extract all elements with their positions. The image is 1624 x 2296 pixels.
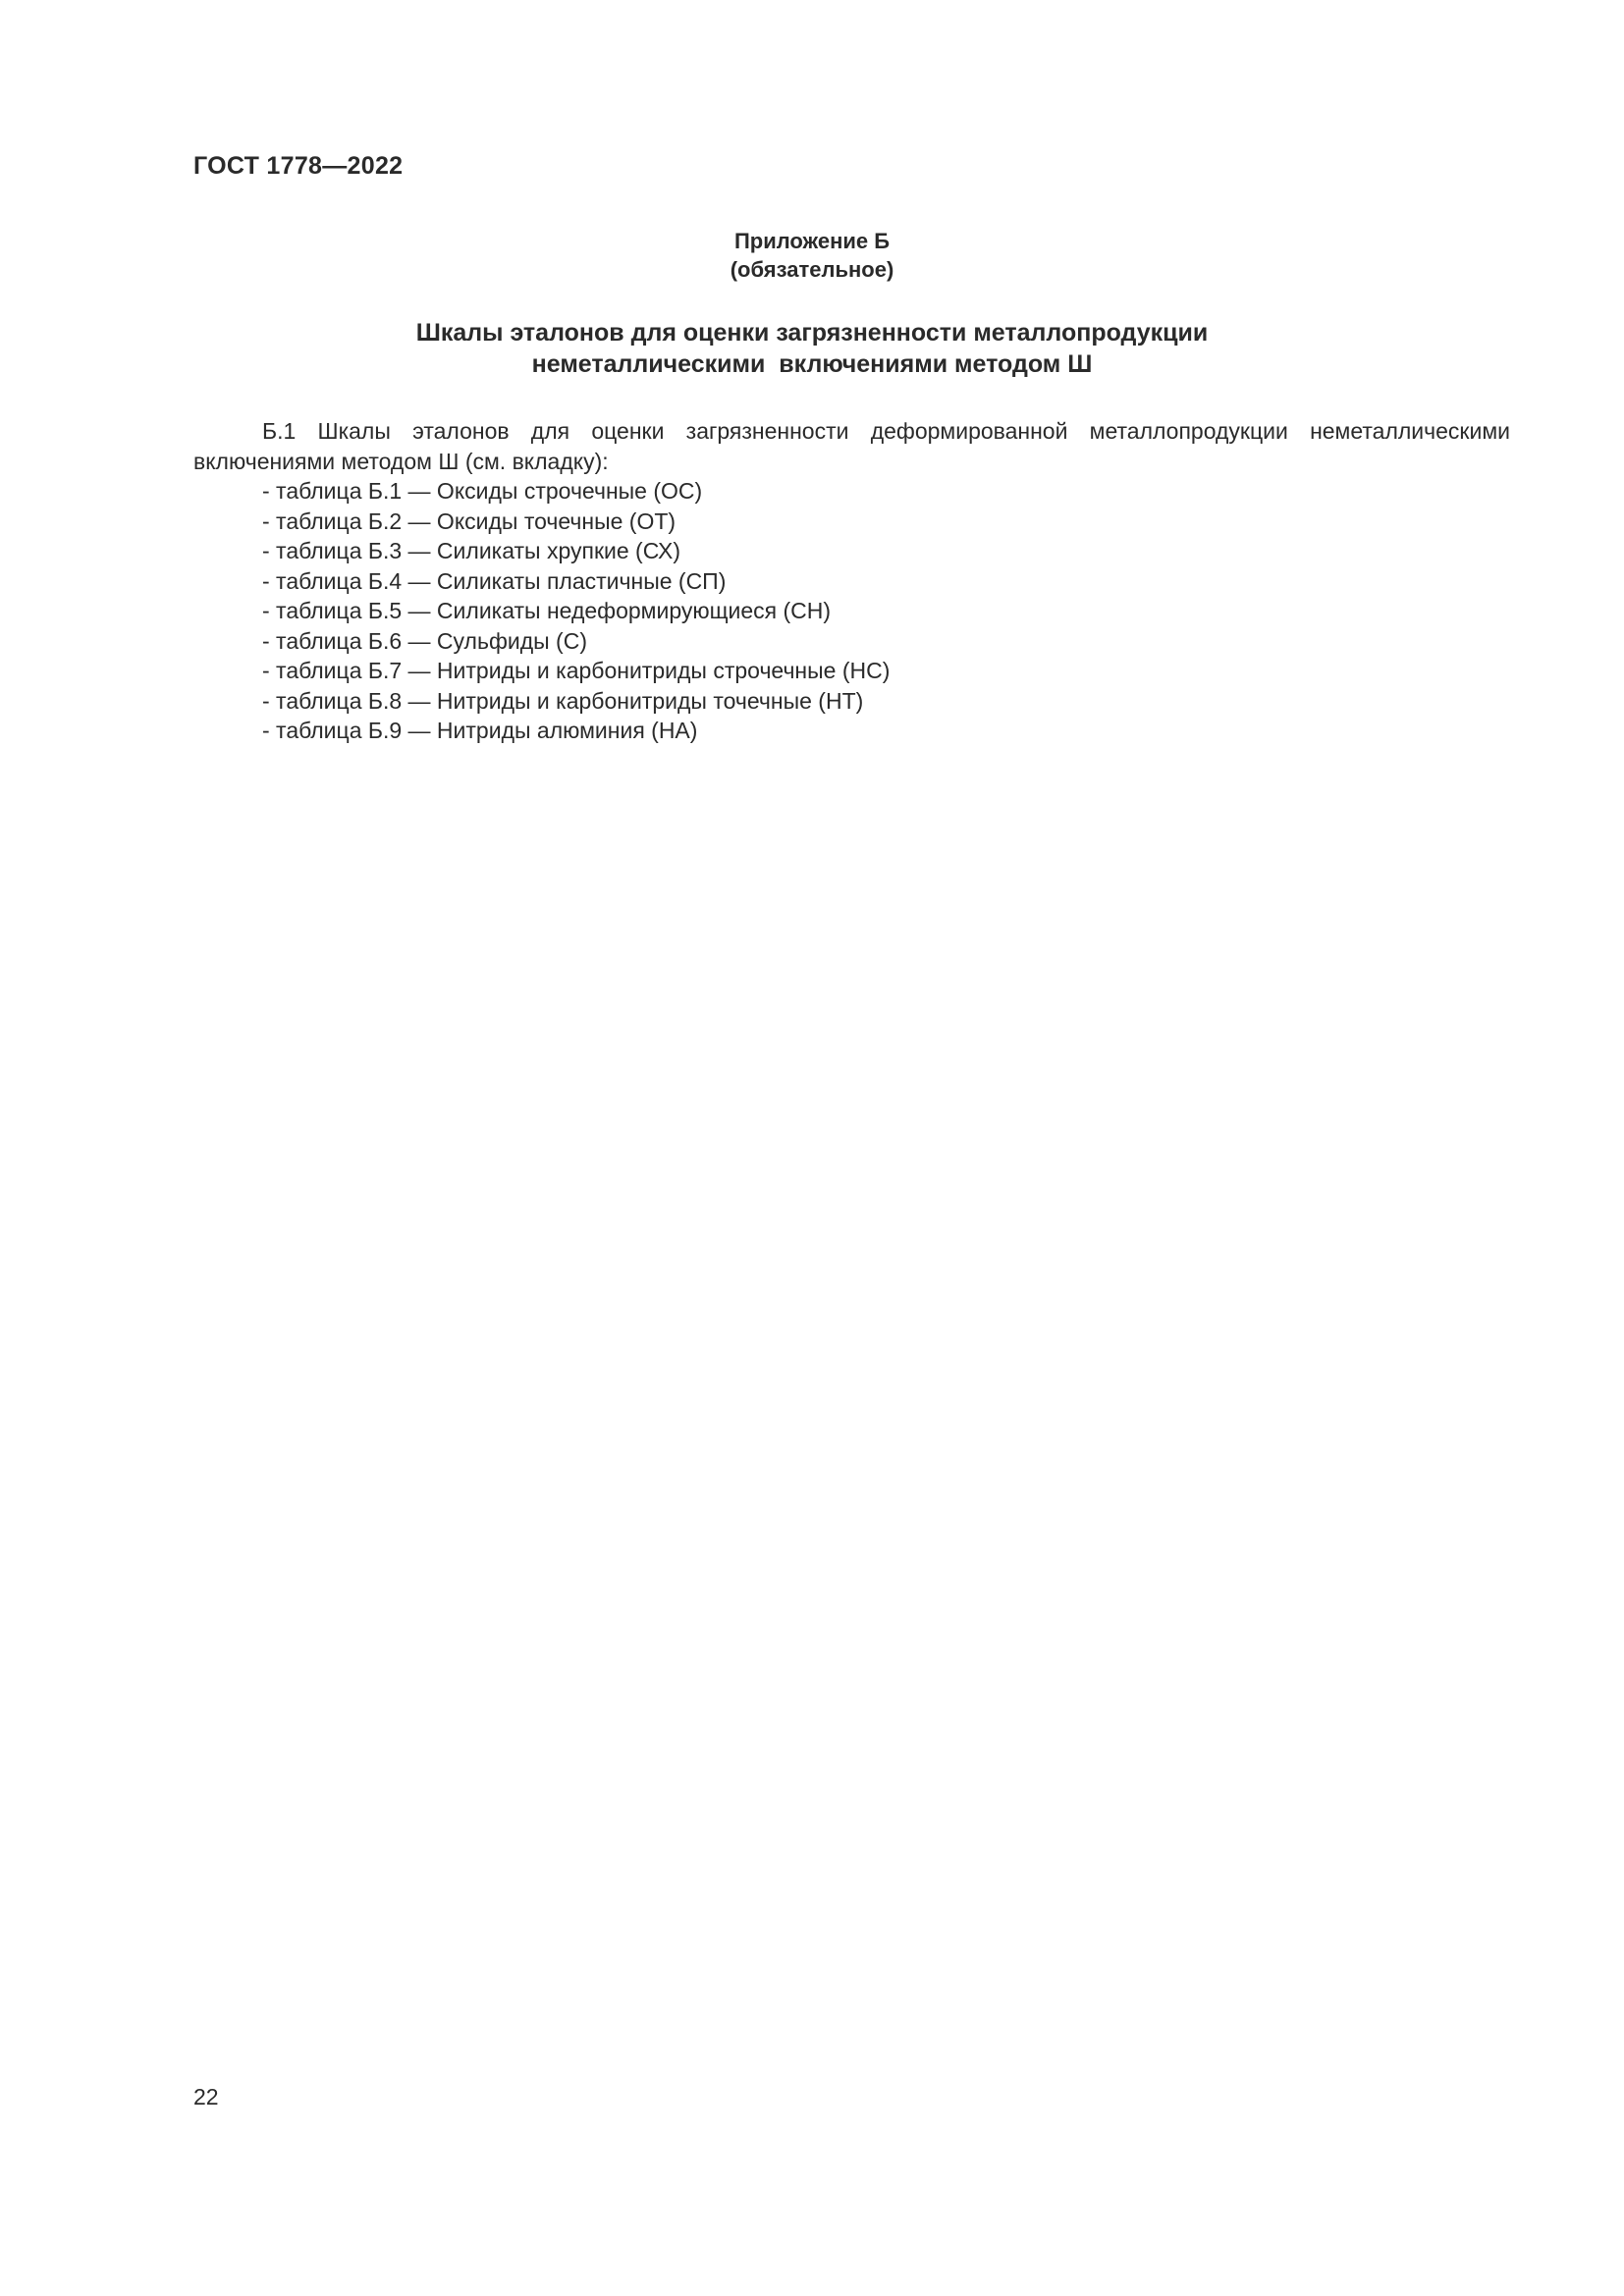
list-item: - таблица Б.5 — Силикаты недеформирующиеся (СН): [262, 598, 832, 623]
list-item: - таблица Б.6 — Сульфиды (С): [262, 627, 587, 654]
list-item: - таблица Б.1 — Оксиды строчечные (ОС): [262, 478, 703, 504]
page-number: 22: [193, 2084, 219, 2109]
list-item: - таблица Б.3 — Силикаты хрупкие (СХ): [262, 538, 681, 563]
body-text: [193, 416, 1510, 746]
appendix-status: (обязательное): [730, 257, 894, 282]
section-title: [0, 317, 1624, 380]
list-item: - таблица Б.8 — Нитриды и карбонитриды точечные (НТ): [262, 687, 864, 714]
list-item: - таблица Б.4 — Силикаты пластичные (СП): [262, 567, 727, 594]
section-title-line-1: Шкалы эталонов для оценки загрязненности металлопродукции: [415, 319, 1209, 347]
list-item: - таблица Б.9 — Нитриды алюминия (НА): [262, 718, 698, 743]
list-item: - таблица Б.7 — Нитриды и карбонитриды строчечные (НС): [262, 658, 891, 683]
list-item: - таблица Б.2 — Оксиды точечные (ОТ): [262, 507, 677, 534]
section-title-line-2: неметаллическими включениями методом Ш: [531, 350, 1093, 378]
appendix-title: Приложение Б: [733, 229, 891, 253]
table-list: [193, 476, 1510, 746]
standard-id: ГОСТ 1778—2022: [193, 152, 404, 180]
paragraph-b1: Б.1 Шкалы эталонов для оценки загрязненности деформированной металлопродукции неметаллическими включениями методом Ш (см. вкладку):: [193, 418, 1510, 474]
